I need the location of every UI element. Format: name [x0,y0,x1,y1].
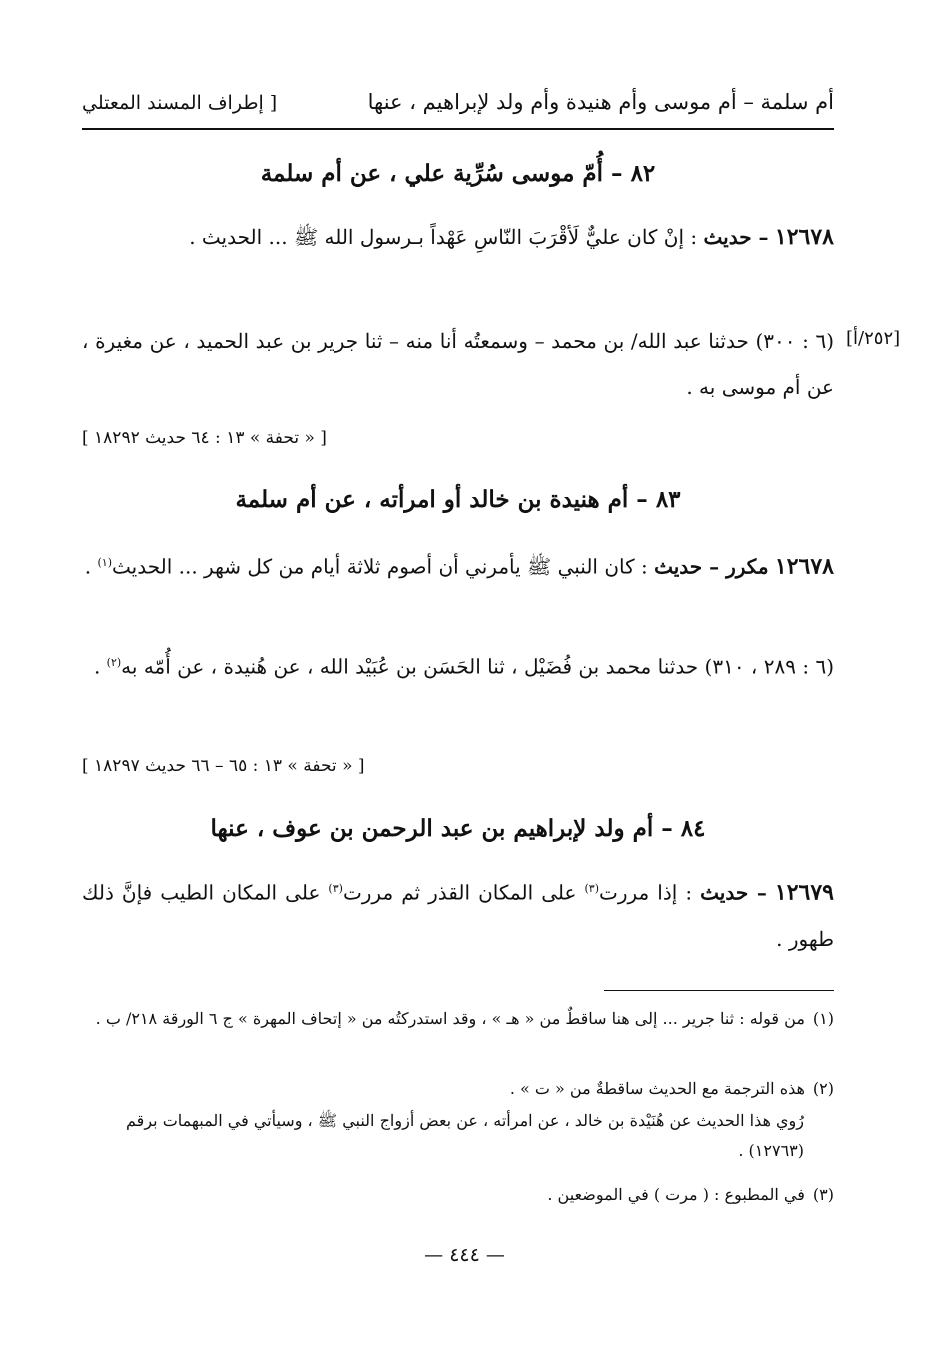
footnote-number: (٢) [812,1079,834,1098]
section-heading-82: ٨٢ – أُمّ موسى سُرِّية علي ، عن أم سلمة [260,160,656,187]
page-number: — ٤٤٤ — [424,1244,505,1266]
hadith-12679 [82,866,834,962]
footnote-marker: (١) [97,556,112,569]
footnote-2-continued [82,1106,804,1166]
footnote-text: من قوله : ثنا جرير ... إلى هنا ساقطٌ من « هـ » ، وقد استدركتُه من « إتحاف المهرة » ج ٦ الورقة ٢١٨/ ب . [95,1009,805,1028]
footnote-rule [604,990,834,991]
hadith-12678 [82,214,834,260]
hadith-number: ١٢٦٧٨ [774,224,834,250]
footnote-marker: (٢) [106,656,122,669]
footnote-1 [82,1004,834,1034]
hadith-text: على المكان القذر ثم مررت [342,880,585,905]
hadith-number: ١٢٦٧٩ [774,879,834,906]
running-header [82,88,834,122]
footnote-text: هذه الترجمة مع الحديث ساقطةٌ من « ت » . [509,1079,805,1098]
footnote-3 [82,1180,834,1210]
hadith-keyword: – حديث [703,225,769,249]
header-rule [82,128,834,130]
hadith-keyword: – حديث [700,880,767,905]
footnote-number: (٣) [812,1185,834,1204]
hadith-text: : إنْ كان عليٌّ لَأقْرَبَ النّاسِ عَهْداً بـرسول الله ﷺ ... الحديث . [189,225,698,249]
section-heading-83: ٨٣ – أم هنيدة بن خالد أو امرأته ، عن أم سلمة [235,486,681,513]
isnad-end: . [93,654,107,679]
tuhfa-reference: [ « تحفة » ١٣ : ٦٥ – ٦٦ حديث ١٨٢٩٧ ] [82,756,365,776]
isnad-12678: (٦ : ٣٠٠) حدثنا عبد الله/ بن محمد – وسمعتُه أنا منه – ثنا جرير بن عبد الحميد ، عن مغيرة ، عن أم موسى به . [82,329,835,399]
header-title: أم سلمة – أم موسى وأم هنيدة وأم ولد لإبراهيم ، عنها [367,90,834,114]
hadith-text: على المكان الطيب فإنَّ ذلك طهور . [82,880,834,951]
hadith-12678-repeat: ١٢٦٧٨ مكرر – حديث : كان النبي ﷺ يأمرني أن أصوم ثلاثة أيام من كل شهر ... الحديث$^{(١)}$ . [84,553,834,580]
footnote-text: رُوي هذا الحديث عن هُنَيْدة بن خالد ، عن امرأته ، عن بعض أزواج النبي ﷺ ، وسيأتي في المبهمات برقم (١٢٧٦٣) . [126,1111,804,1160]
isnad-12678-repeat [82,640,834,690]
tuhfa-reference: [ « تحفة » ١٣ : ٦٤ حديث ١٨٢٩٢ ] [82,428,327,448]
header-book-title: [ إطراف المسند المعتلي [82,92,278,114]
footnote-2 [82,1074,834,1104]
hadith-number: ١٢٦٧٨ [774,553,834,580]
hadith-keyword: مكرر – حديث [654,554,769,579]
footnote-marker: (٣) [328,882,343,895]
footnote-number: (١) [812,1009,834,1028]
hadith-text: : كان النبي ﷺ يأمرني أن أصوم ثلاثة أيام من كل شهر ... الحديث [112,554,648,579]
footnote-marker: (٣) [584,882,599,895]
section-heading-84: ٨٤ – أم ولد لإبراهيم بن عبد الرحمن بن عوف ، عنها [210,815,706,842]
footnote-text: في المطبوع : ( مرت ) في الموضعين . [547,1185,805,1204]
margin-folio-ref: [٢٥٢/أ] [846,328,901,349]
isnad-text: (٦ : ٢٨٩ ، ٣١٠) حدثنا محمد بن فُضَيْل ، ثنا الحَسَن بن عُبَيْد الله ، عن هُنيدة ، عن أُمّه به [121,654,834,679]
hadith-text: : إذا مررت [598,880,693,905]
